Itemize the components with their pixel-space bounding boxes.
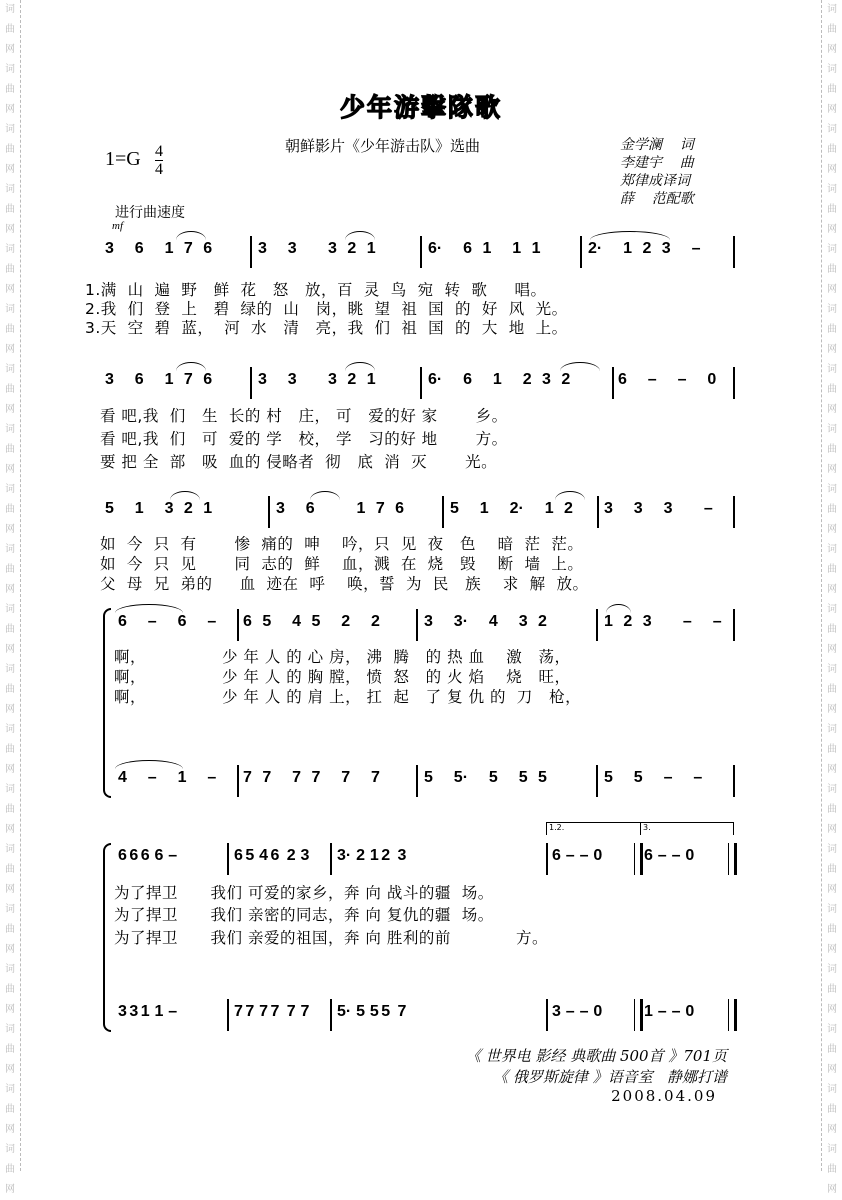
watermark-char: 曲 [827, 684, 837, 695]
bar-line [227, 999, 229, 1031]
watermark-char: 网 [5, 44, 15, 55]
slur [555, 491, 585, 500]
measure: 6 – – 0 [618, 371, 717, 388]
watermark-char: 网 [827, 584, 837, 595]
watermark-char: 曲 [5, 564, 15, 575]
watermark-char: 曲 [5, 804, 15, 815]
watermark-char: 词 [5, 244, 15, 255]
measure: 2· 1 2 3 – [588, 240, 701, 257]
measure: 6 6 6 6 – [118, 847, 178, 864]
bar-line [237, 609, 239, 641]
volta-second: 3. [640, 822, 734, 835]
repeat-bar [634, 999, 643, 1031]
watermark-char: 曲 [5, 1104, 15, 1115]
typist-note: 《 俄罗斯旋律 》语音室 静娜打谱 [493, 1068, 727, 1086]
watermark-char: 网 [5, 824, 15, 835]
watermark-char: 词 [5, 1144, 15, 1155]
measure: 3 3 3 2 1 [258, 371, 376, 388]
watermark-char: 网 [5, 1124, 15, 1135]
watermark-char: 曲 [827, 504, 837, 515]
watermark-char: 网 [827, 404, 837, 415]
lyric-line: 父 母 兄 弟的 血 迹在 呼 唤，誓 为 民 族 求 解 放。 [100, 575, 589, 593]
lyric-line: 为了捍卫 我们 亲爱的祖国，奔 向 胜利的前 方。 [114, 929, 548, 947]
watermark-char: 词 [5, 544, 15, 555]
watermark-char: 词 [827, 304, 837, 315]
watermark-char: 词 [827, 664, 837, 675]
watermark-char: 网 [5, 944, 15, 955]
watermark-char: 网 [5, 104, 15, 115]
bar-line [597, 496, 599, 528]
watermark-char: 网 [5, 884, 15, 895]
measure: 6 – – 0 [644, 847, 695, 864]
credit-translator: 郑律成译词 [620, 173, 690, 189]
bar-line [268, 496, 270, 528]
watermark-char: 词 [827, 424, 837, 435]
dynamic-marking: mf [112, 220, 123, 232]
measure-lower: 7 7 7 7 7 7 [243, 769, 380, 786]
bar-line [416, 765, 418, 797]
watermark-char: 曲 [5, 984, 15, 995]
bar-line [580, 236, 582, 268]
credit-arranger: 薛 范配歌 [620, 191, 694, 207]
bar-line [596, 609, 598, 641]
watermark-char: 曲 [827, 144, 837, 155]
watermark-char: 曲 [5, 684, 15, 695]
watermark-char: 网 [5, 524, 15, 535]
lyric-line: 看 吧,我 们 可 爱的 学 校， 学 习的好 地 方。 [100, 430, 508, 448]
measure-lower: 3 – – 0 [552, 1003, 603, 1020]
measure: 1 2 3 – – [604, 613, 722, 630]
measure: 6· 6 1 2 3 2 [428, 371, 571, 388]
watermark-char: 曲 [827, 384, 837, 395]
final-bar [728, 999, 737, 1031]
watermark-char: 词 [5, 424, 15, 435]
brace [103, 843, 111, 1032]
watermark-char: 网 [827, 704, 837, 715]
watermark-char: 词 [5, 664, 15, 675]
watermark-char: 词 [827, 124, 837, 135]
lyric-line: 如 今 只 有 惨 痛的 呻 吟，只 见 夜 色 暗 茫 茫。 [100, 535, 584, 553]
watermark-char: 词 [5, 1084, 15, 1095]
watermark-left [0, 0, 21, 1195]
watermark-char: 词 [827, 604, 837, 615]
measure: 3 3 3 – [604, 500, 713, 517]
watermark-char: 网 [827, 764, 837, 775]
watermark-char: 词 [5, 304, 15, 315]
watermark-char: 词 [827, 784, 837, 795]
watermark-char: 网 [827, 284, 837, 295]
watermark-char: 词 [827, 1024, 837, 1035]
watermark-char: 网 [5, 164, 15, 175]
watermark-char: 网 [5, 644, 15, 655]
watermark-char: 词 [827, 484, 837, 495]
credit-lyricist: 金学澜 词 [620, 137, 694, 153]
lyric-line: 2.我 们 登 上 碧 绿的 山 岗，眺 望 祖 国 的 好 风 光。 [85, 300, 568, 318]
watermark-char: 曲 [5, 924, 15, 935]
watermark-char: 曲 [5, 384, 15, 395]
watermark-char: 词 [827, 724, 837, 735]
watermark-char: 网 [5, 764, 15, 775]
credit-composer: 李建宇 曲 [620, 155, 694, 171]
watermark-char: 网 [827, 884, 837, 895]
measure-lower: 3 3 1 1 – [118, 1003, 178, 1020]
slur [176, 362, 206, 371]
watermark-char: 网 [827, 164, 837, 175]
watermark-char: 网 [5, 404, 15, 415]
watermark-char: 曲 [5, 1044, 15, 1055]
measure: 3 3 3 2 1 [258, 240, 376, 257]
date: 2008.04.09 [611, 1087, 717, 1105]
measure: 6· 6 1 1 1 [428, 240, 541, 257]
watermark-char: 网 [5, 1184, 15, 1195]
watermark-char: 曲 [827, 1044, 837, 1055]
bar-line [227, 843, 229, 875]
measure: 6 – 6 – [118, 613, 217, 630]
watermark-char: 曲 [827, 804, 837, 815]
brace [103, 608, 111, 798]
watermark-char: 曲 [827, 984, 837, 995]
watermark-char: 网 [827, 104, 837, 115]
bar-line [420, 367, 422, 399]
watermark-char: 词 [5, 604, 15, 615]
watermark-char: 词 [827, 4, 837, 15]
bar-line [733, 496, 735, 528]
watermark-char: 词 [827, 904, 837, 915]
slur [115, 760, 183, 769]
lyric-line: 为了捍卫 我们 亲密的同志，奔 向 复仇的疆 场。 [114, 906, 494, 924]
measure: 6 – – 0 [552, 847, 603, 864]
watermark-char: 曲 [5, 504, 15, 515]
volta-first: 1.2. [546, 822, 641, 835]
measure: 6 5 4 6 2 3 [234, 847, 310, 864]
watermark-char: 曲 [827, 324, 837, 335]
watermark-char: 网 [827, 644, 837, 655]
bar-line [596, 765, 598, 797]
bar-line [442, 496, 444, 528]
watermark-char: 网 [827, 44, 837, 55]
bar-line [733, 765, 735, 797]
lyric-line: 啊， 少 年 人 的 心 房， 沸 腾 的 热 血 激 荡， [114, 648, 571, 666]
watermark-char: 网 [5, 284, 15, 295]
measure: 3 6 1 7 6 [276, 500, 405, 517]
watermark-char: 网 [827, 824, 837, 835]
lyric-line: 1.满 山 遍 野 鲜 花 怒 放，百 灵 鸟 宛 转 歌 唱。 [85, 281, 547, 299]
measure: 3 3· 4 3 2 [424, 613, 547, 630]
watermark-char: 曲 [5, 1164, 15, 1175]
slur [170, 491, 200, 500]
bar-line [237, 765, 239, 797]
watermark-char: 词 [5, 904, 15, 915]
watermark-char: 曲 [5, 324, 15, 335]
time-signature: $\frac{4}{4}$ [155, 143, 163, 178]
slur [345, 362, 375, 371]
bar-line [330, 999, 332, 1031]
lyric-line: 如 今 只 见 同 志的 鲜 血，溅 在 烧 毁 断 墙 上。 [100, 555, 584, 573]
watermark-char: 曲 [827, 864, 837, 875]
slur [115, 604, 183, 613]
watermark-char: 词 [827, 544, 837, 555]
watermark-char: 词 [5, 4, 15, 15]
measure: 5 1 3 2 1 [105, 500, 213, 517]
measure-lower: 5· 5 5 5 7 [337, 1003, 407, 1020]
watermark-char: 词 [5, 844, 15, 855]
watermark-char: 网 [5, 224, 15, 235]
measure-lower: 5 5 – – [604, 769, 703, 786]
measure-lower: 4 – 1 – [118, 769, 217, 786]
watermark-char: 词 [827, 964, 837, 975]
bar-line [420, 236, 422, 268]
watermark-char: 曲 [827, 24, 837, 35]
slur [176, 231, 206, 240]
watermark-char: 曲 [827, 1104, 837, 1115]
bar-line [546, 843, 548, 875]
measure: 6 5 4 5 2 2 [243, 613, 380, 630]
watermark-char: 曲 [5, 264, 15, 275]
watermark-char: 网 [827, 524, 837, 535]
watermark-char: 网 [5, 464, 15, 475]
bar-line [733, 236, 735, 268]
bar-line [733, 609, 735, 641]
watermark-char: 词 [5, 484, 15, 495]
lyric-line: 为了捍卫 我们 可爱的家乡，奔 向 战斗的疆 场。 [114, 884, 494, 902]
tempo-marking: 进行曲速度 [115, 205, 185, 221]
watermark-char: 曲 [5, 144, 15, 155]
lyric-line: 3.天 空 碧 蓝， 河 水 清 亮，我 们 祖 国 的 大 地 上。 [85, 319, 568, 337]
slur [560, 362, 600, 371]
key-signature: 1=G [105, 148, 141, 170]
slur [345, 231, 375, 240]
bar-line [250, 236, 252, 268]
watermark-char: 词 [827, 1144, 837, 1155]
watermark-char: 网 [827, 464, 837, 475]
watermark-char: 曲 [827, 564, 837, 575]
watermark-char: 词 [827, 364, 837, 375]
watermark-char: 曲 [827, 744, 837, 755]
source-note: 《 世界电 影经 典歌曲 500首 》701页 [465, 1047, 727, 1065]
watermark-char: 词 [5, 364, 15, 375]
watermark-char: 网 [5, 704, 15, 715]
watermark-char: 曲 [827, 1164, 837, 1175]
watermark-char: 网 [827, 344, 837, 355]
watermark-char: 曲 [5, 444, 15, 455]
measure-lower: 1 – – 0 [644, 1003, 695, 1020]
watermark-char: 网 [827, 1184, 837, 1195]
watermark-char: 网 [827, 944, 837, 955]
watermark-char: 曲 [827, 264, 837, 275]
watermark-char: 网 [827, 1004, 837, 1015]
watermark-char: 网 [827, 1064, 837, 1075]
measure-lower: 5 5· 5 5 5 [424, 769, 547, 786]
watermark-char: 词 [5, 724, 15, 735]
song-title: 少年游擊隊歌 [339, 93, 502, 122]
watermark-char: 词 [827, 184, 837, 195]
repeat-bar [634, 843, 643, 875]
watermark-char: 曲 [5, 624, 15, 635]
watermark-char: 网 [5, 584, 15, 595]
watermark-char: 词 [5, 964, 15, 975]
bar-line [416, 609, 418, 641]
bar-line [546, 999, 548, 1031]
slur [310, 491, 340, 500]
watermark-char: 网 [827, 224, 837, 235]
watermark-char: 网 [5, 344, 15, 355]
watermark-char: 曲 [827, 624, 837, 635]
slur [590, 231, 670, 240]
bar-line [330, 843, 332, 875]
watermark-char: 词 [827, 844, 837, 855]
lyric-line: 要 把 全 部 吸 血的 侵略者 彻 底 消 灭 光。 [100, 453, 498, 471]
bar-line [612, 367, 614, 399]
watermark-char: 词 [5, 784, 15, 795]
watermark-char: 曲 [5, 864, 15, 875]
watermark-char: 曲 [827, 924, 837, 935]
watermark-char: 网 [5, 1004, 15, 1015]
watermark-char: 词 [5, 64, 15, 75]
watermark-char: 曲 [5, 204, 15, 215]
lyric-line: 啊， 少 年 人 的 肩 上， 扛 起 了 复 仇 的 刀 枪， [114, 688, 582, 706]
lyric-line: 啊， 少 年 人 的 胸 膛， 愤 怒 的 火 焰 烧 旺， [114, 668, 571, 686]
final-bar [728, 843, 737, 875]
watermark-char: 曲 [827, 84, 837, 95]
slur [606, 604, 631, 613]
watermark-right [821, 0, 842, 1195]
watermark-char: 网 [827, 1124, 837, 1135]
bar-line [733, 367, 735, 399]
watermark-char: 词 [5, 184, 15, 195]
measure: 3 6 1 7 6 [105, 240, 213, 257]
measure: 5 1 2· 1 2 [450, 500, 573, 517]
measure: 3 6 1 7 6 [105, 371, 213, 388]
watermark-char: 曲 [5, 744, 15, 755]
watermark-char: 词 [5, 124, 15, 135]
measure-lower: 7 7 7 7 7 7 [234, 1003, 310, 1020]
bar-line [250, 367, 252, 399]
watermark-char: 曲 [5, 84, 15, 95]
watermark-char: 曲 [5, 24, 15, 35]
subtitle: 朝鲜影片《少年游击队》选曲 [285, 137, 481, 155]
watermark-char: 曲 [827, 444, 837, 455]
watermark-char: 曲 [827, 204, 837, 215]
measure: 3· 2 1 2 3 [337, 847, 407, 864]
watermark-char: 词 [827, 64, 837, 75]
watermark-char: 词 [827, 244, 837, 255]
lyric-line: 看 吧,我 们 生 长的 村 庄， 可 爱的好 家 乡。 [100, 407, 508, 425]
watermark-char: 词 [5, 1024, 15, 1035]
watermark-char: 网 [5, 1064, 15, 1075]
watermark-char: 词 [827, 1084, 837, 1095]
